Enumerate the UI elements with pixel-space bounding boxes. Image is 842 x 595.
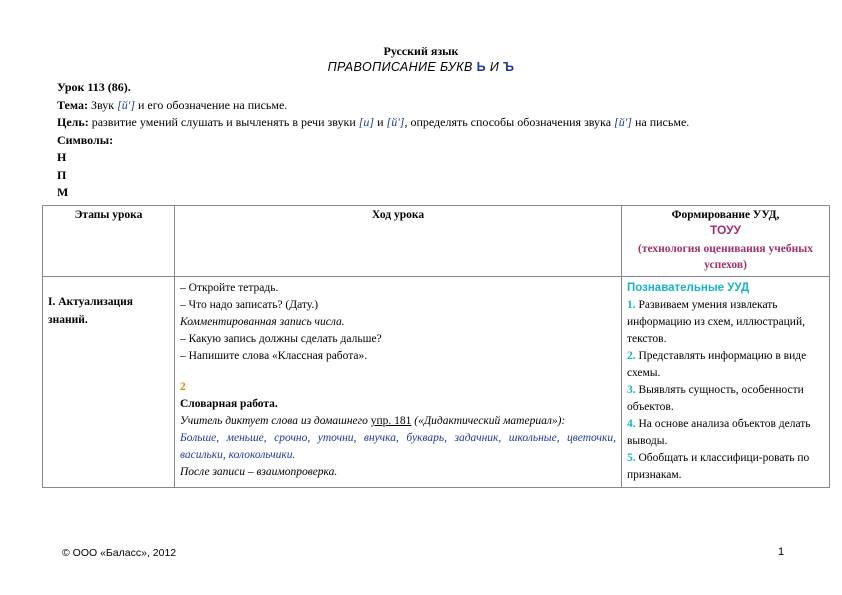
- symbol-p: П: [57, 167, 67, 182]
- header-uud-title: Формирование УУД,: [671, 209, 780, 221]
- topic-and: И: [489, 60, 500, 74]
- course-line-5: – Напишите слова «Классная работа».: [180, 350, 368, 362]
- after-note: После записи – взаимопроверка.: [180, 466, 338, 478]
- teacher-pre: Учитель диктует слова из домашнего: [180, 415, 368, 427]
- goal-sound1: [и]: [358, 115, 375, 129]
- exercise-ref: упр. 181: [370, 415, 412, 427]
- lesson-number: Урок 113 (86).: [57, 80, 131, 94]
- header-stages: Этапы урока: [43, 206, 175, 277]
- vocab-title: Словарная работа.: [180, 398, 278, 410]
- uud-num-1: 1.: [627, 299, 636, 311]
- uud-num-3: 3.: [627, 384, 636, 396]
- uud-item-4: [627, 416, 824, 450]
- stage-label: I. Актуализация знаний.: [48, 296, 134, 326]
- header-toyy-desc: (технология оценивания учебных успехов): [638, 243, 813, 271]
- goal-and: и: [377, 115, 384, 129]
- stage-cell: [43, 277, 175, 488]
- subject-title: Русский язык: [383, 44, 459, 58]
- uud-text-5: Обобщать и классифици-ровать по признакам.: [627, 452, 810, 481]
- uud-text-1: Развиваем умения извлекать информацию из схем, иллюстраций, текстов.: [627, 299, 805, 345]
- teacher-instruction: [180, 413, 616, 430]
- goal-part2: , определять способы обозначения звука: [404, 115, 612, 129]
- symbol-n: Н: [57, 150, 67, 164]
- course-cell: [175, 277, 622, 488]
- goal-sound2: [й']: [386, 115, 405, 129]
- uud-text-4: На основе анализа объектов делать выводы.: [627, 418, 811, 447]
- table-row: [43, 277, 830, 488]
- theme-pre: Звук: [90, 97, 115, 112]
- uud-num-5: 5.: [627, 452, 636, 464]
- vocab-words: Больше, меньше, срочно, уточни, внучка, букварь, задачник, школьные, цветочки, васильки, колокольчики.: [180, 432, 616, 461]
- uud-item-3: [627, 382, 824, 416]
- topic-letter-hard-sign: Ъ: [503, 60, 515, 74]
- header-uud: [622, 206, 830, 277]
- symbols-label: Символы:: [57, 132, 114, 147]
- header-course: Ход урока: [175, 206, 622, 277]
- page-number: 1: [778, 546, 785, 558]
- uud-item-1: [627, 297, 824, 348]
- uud-num-2: 2.: [627, 350, 636, 362]
- goal-sound3: [й']: [614, 115, 632, 129]
- uud-text-3: Выявлять сущность, особенности объектов.: [627, 384, 804, 413]
- theme-post: и его обозначение на письме.: [137, 97, 288, 112]
- course-line-3: Комментированная запись числа.: [180, 316, 345, 328]
- uud-item-5: [627, 450, 824, 484]
- course-line-4: – Какую запись должны сделать дальше?: [180, 333, 382, 345]
- marker-number: 2: [180, 381, 186, 393]
- symbol-m: М: [57, 185, 69, 199]
- lesson-topic: [0, 60, 842, 74]
- theme-label: Тема:: [57, 97, 88, 112]
- goal-part1: развитие умений слушать и вычленять в речи звуки: [91, 115, 356, 129]
- topic-letter-soft-sign: Ь: [476, 60, 487, 74]
- uud-cell: [622, 277, 830, 488]
- lesson-theme: [57, 97, 689, 115]
- uud-num-4: 4.: [627, 418, 636, 430]
- footer-copyright: © ООО «Баласс», 2012: [62, 547, 177, 559]
- lesson-info: [57, 79, 689, 202]
- header-toyy: ТОУУ: [710, 223, 741, 237]
- goal-label: Цель:: [57, 115, 89, 129]
- uud-text-2: Представлять информацию в виде схемы.: [627, 350, 807, 379]
- goal-part3: на письме.: [634, 115, 690, 129]
- table-header-row: [43, 206, 830, 277]
- topic-prefix: ПРАВОПИСАНИЕ БУКВ: [327, 60, 473, 74]
- course-line-2: – Что надо записать? (Дату.): [180, 299, 319, 311]
- course-line-1: – Откройте тетрадь.: [180, 282, 279, 294]
- theme-sound: [й']: [117, 97, 135, 112]
- teacher-post: («Дидактический материал»):: [414, 415, 566, 427]
- lesson-goal: [57, 114, 689, 132]
- cognitive-uud-title: Познавательные УУД: [627, 282, 750, 294]
- uud-item-2: [627, 348, 824, 382]
- lesson-table: [42, 205, 830, 488]
